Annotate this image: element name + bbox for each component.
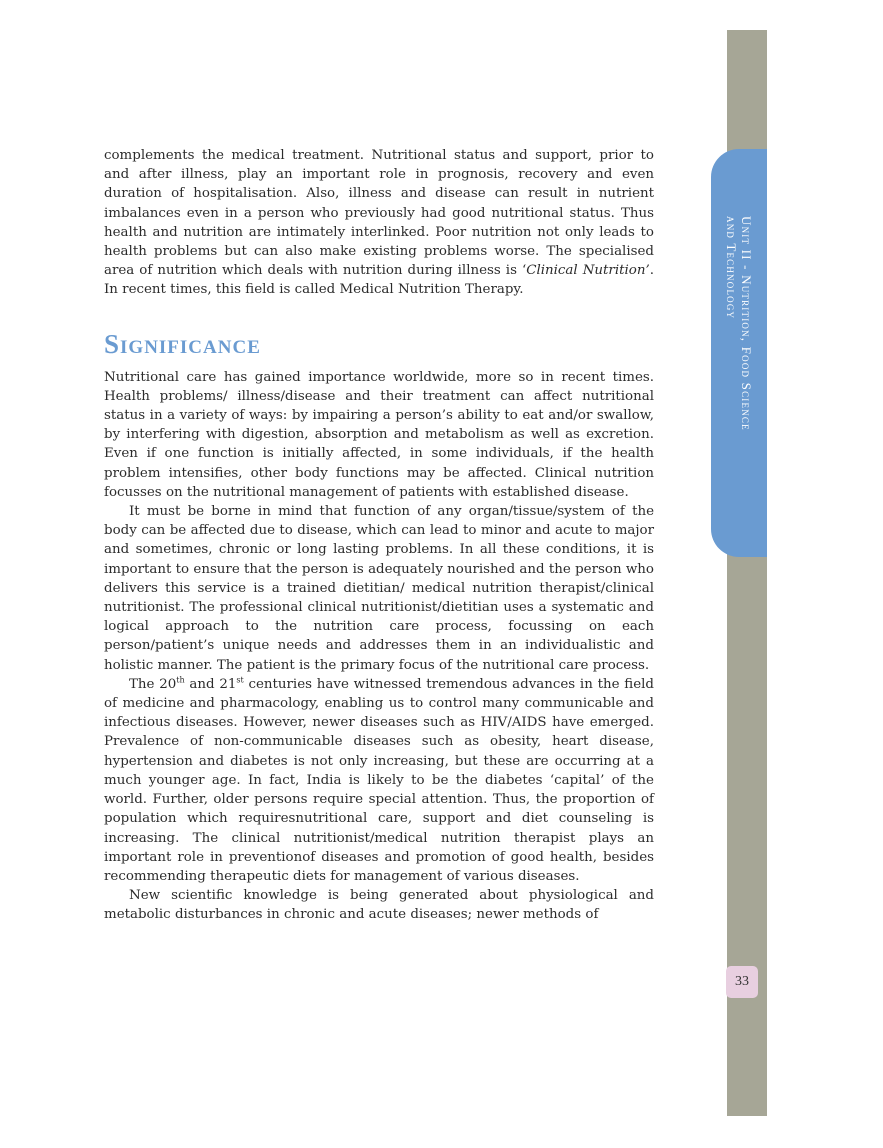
- para4-mid: and 21: [184, 676, 237, 692]
- page-body: [104, 146, 654, 925]
- superscript-st: st: [236, 675, 244, 685]
- unit-title-line2: and Technology: [724, 215, 739, 319]
- unit-title-line1: Unit II - Nutrition, Food Science: [739, 215, 754, 431]
- paragraph-significance-4: New scientific knowledge is being generated about physiological and metabolic disturbances in chronic and acute diseases; newer methods of: [104, 888, 654, 923]
- clinical-nutrition-term: Clinical Nutrition’: [526, 263, 650, 279]
- paragraph-intro-text: complements the medical treatment. Nutritional status and support, prior to and after illness, play an important role in prognosis, recovery and even duration of hospitalisation. Also, illness and disease can result in nutrient imbalances even in a person who previously had good nutritional status. Thus health and nutrition are intimately interlinked. Poor nutrition not only leads to health problems but can also make existing problems worse. The specialised area of nutrition which deals with nutrition during illness is ‘: [104, 148, 654, 279]
- paragraph-significance-2: It must be borne in mind that function of any organ/tissue/system of the body can be affected due to disease, which can lead to minor and acute to major and sometimes, chronic or long lasting problems. In all these conditions, it is important to ensure that the person is adequately nourished and the person who delivers this service is a trained dietitian/ medical nutrition therapist/clinical nutritionist. The professional clinical nutritionist/dietitian uses a systematic and logical approach to the nutrition care process, focussing on each person/patient’s unique needs and addresses them in an individualistic and holistic manner. The patient is the primary focus of the nutritional care process.: [104, 504, 654, 673]
- paragraph-significance-1: Nutritional care has gained importance worldwide, more so in recent times. Health problems/ illness/disease and their treatment can affect nutritional status in a variety of ways: by impairing a person’s ability to eat and/or swallow, by interfering with digestion, absorption and metabolism as well as excretion. Even if one function is initially affected, in some individuals, if the health problem intensifies, other body functions may be affected. Clinical nutrition focusses on the nutritional management of patients with established disease.: [104, 369, 654, 500]
- unit-title: [711, 149, 767, 557]
- para4-start: The 20: [129, 676, 177, 692]
- paragraph-intro: [104, 146, 654, 300]
- paragraph-significance-3: [104, 675, 654, 886]
- superscript-th: th: [176, 675, 185, 685]
- section-heading: Significance: [104, 328, 261, 359]
- page-number: 33: [726, 966, 758, 998]
- paragraph-intro-end: . In recent times, this field is called Medical Nutrition Therapy.: [104, 263, 654, 298]
- para4-end: centuries have witnessed tremendous advances in the field of medicine and pharmacology, enabling us to control many communicable and infectious diseases. However, newer diseases such as HIV/AIDS have emerged. Prevalence of non-communicable diseases such as obesity, heart disease, hypertension and diabetes is not only increasing, but these are occurring at a much younger age. In fact, India is likely to be the diabetes ‘capital’ of the world. Further, older persons require special attention. Thus, the proportion of population which requiresnutritional care, support and diet counseling is increasing. The clinical nutritionist/medical nutrition therapist plays an important role in preventionof diseases and promotion of good health, besides recommending therapeutic diets for management of various diseases.: [104, 676, 654, 884]
